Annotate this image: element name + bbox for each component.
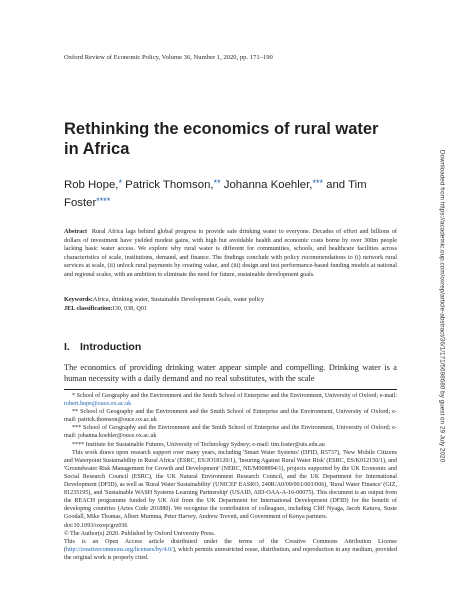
abstract-label: Abstract [64, 228, 88, 235]
download-stamp: Downloaded from https://academic.oup.com/oxrep/article-abstract/36/1/171/5698680 by guest on 29 July 2020 [438, 149, 446, 463]
author-affiliation-mark[interactable]: *** [312, 178, 323, 188]
author-name: Johanna Koehler, [223, 179, 313, 191]
author-affiliation-mark[interactable]: ** [213, 178, 221, 188]
keywords-text: Africa, drinking water, Sustainable Development Goals, water policy [92, 296, 265, 303]
intro-paragraph: The economics of providing drinking water appear simple and compelling. Drinking water is a human necessity with a daily demand and no real substitutes, with the scale [64, 363, 397, 384]
section-title: Introduction [80, 341, 142, 353]
footnote-4: **** Institute for Sustainable Futures, University of Technology Sydney; e-mail: tim.foster@uts.edu.au [72, 441, 325, 448]
author-list [64, 176, 384, 211]
section-number: I. [64, 341, 70, 353]
footnote-3: *** School of Geography and the Environment and the Smith School of Enterprise and the Environment, University of Oxford; e-mail: johanna.koehler@ouce.ox.ac.uk [64, 425, 397, 440]
journal-citation: Oxford Review of Economic Policy, Volume 36, Number 1, 2020, pp. 171–190 [64, 54, 273, 61]
license-note: This is an Open Access article distributed under the terms of the Creative Commons Attribution License (http://creativecommons.org/licenses/by/4.0/), which permits unrestricted reuse, distribution, and reproduction in any medium, provided the original work is properly cited. [64, 538, 397, 561]
abstract-text: Rural Africa lags behind global progress to provide safe drinking water to everyone. Decades of effort and billions of dollars of investment have yielded modest gains, with high but avoidable health and economic costs borne by over 300m people lacking basic water access. We explore why rural water is different for communities, schools, and healthcare facilities across characteristics of scale, institutions, demand, and finance. The findings conclude with policy recommendations to (i) network rural services at scale, (ii) unlock rural payments by creating value, and (iii) design and test performance-based funding models at national and regional scales, with an ambition to eliminate the need for future, sustainable development goals. [64, 228, 397, 278]
author-affiliation-mark[interactable]: **** [96, 195, 111, 206]
footnotes [64, 392, 397, 562]
section-heading [64, 341, 264, 353]
keywords [64, 296, 397, 304]
jel-text: I30, 038, Q01 [112, 305, 148, 312]
author-name: Rob Hope, [64, 179, 119, 191]
keywords-label: Keywords: [64, 296, 93, 303]
email-link[interactable]: robert.hope@ouce.ox.ac.uk [64, 401, 132, 408]
footnote-1: * School of Geography and the Environment and the Smith School of Enterprise and the Environment, University of Oxford; e-mail: robert.hope@ouce.ox.ac.uk [64, 393, 397, 408]
author-name: Patrick Thomson, [125, 179, 214, 191]
funding-note: This work draws upon research support over many years, including 'Smart Water Systems' (DFID, R5737), 'New Mobile Citizens and Waterpoint Sustainability in Rural Africa' (ESRC, ES/JO18120/1), 'Insuring Against Rural Water Risk' (ESRC, ES/K012150/1), and 'Groundwater Risk Management for Growth and Development' (NERC, NE/M008894/1), projects supported by the UK Economic and Social Research Council (ESRC), the UK Natural Environment Research Council, and the UK Department for International Development (DFID), as well as 'Rural Water Sustainability' (UNICEF EASRO, 240R/A0/09/001/003/006), 'Rural Water Finance' (GIZ, 81235195), and 'Sustainable WASH Systems Learning Partnership' (USAID, AID-OAA-A-16-00075). This document is an output from the REACH programme funded by UK Aid from the UK Department for International Development (DFID) for the benefit of developing countries (Aries Code 201880). We recognize the contribution of colleagues, including Cliff Nyaga, Jacob Katuva, Susie Goodall, Mike Thomas, Albert Mumma, Peter Harvey, Andrew Trevett, and Government of Kenya partners. [64, 449, 397, 521]
copyright: © The Author(s) 2020. Published by Oxford University Press. [64, 530, 216, 537]
article-title: Rethinking the economics of rural water in Africa [64, 120, 379, 158]
abstract [64, 228, 397, 280]
jel-label: JEL classification: [64, 305, 113, 312]
footnote-divider [64, 389, 397, 390]
author-name: Tim Foster [64, 179, 367, 209]
author-separator: and [322, 179, 349, 191]
doi: doi:10.1093/oxrep/grz036 [64, 522, 128, 529]
author-affiliation-mark[interactable]: * [118, 178, 122, 188]
footnote-2: ** School of Geography and the Environment and the Smith School of Enterprise and the Environment, University of Oxford; e-mail: patrick.thomson@ouce.ox.ac.uk [64, 409, 397, 424]
jel-classification [64, 305, 397, 313]
license-link[interactable]: http://creativecommons.org/licenses/by/4.0/ [66, 546, 173, 553]
